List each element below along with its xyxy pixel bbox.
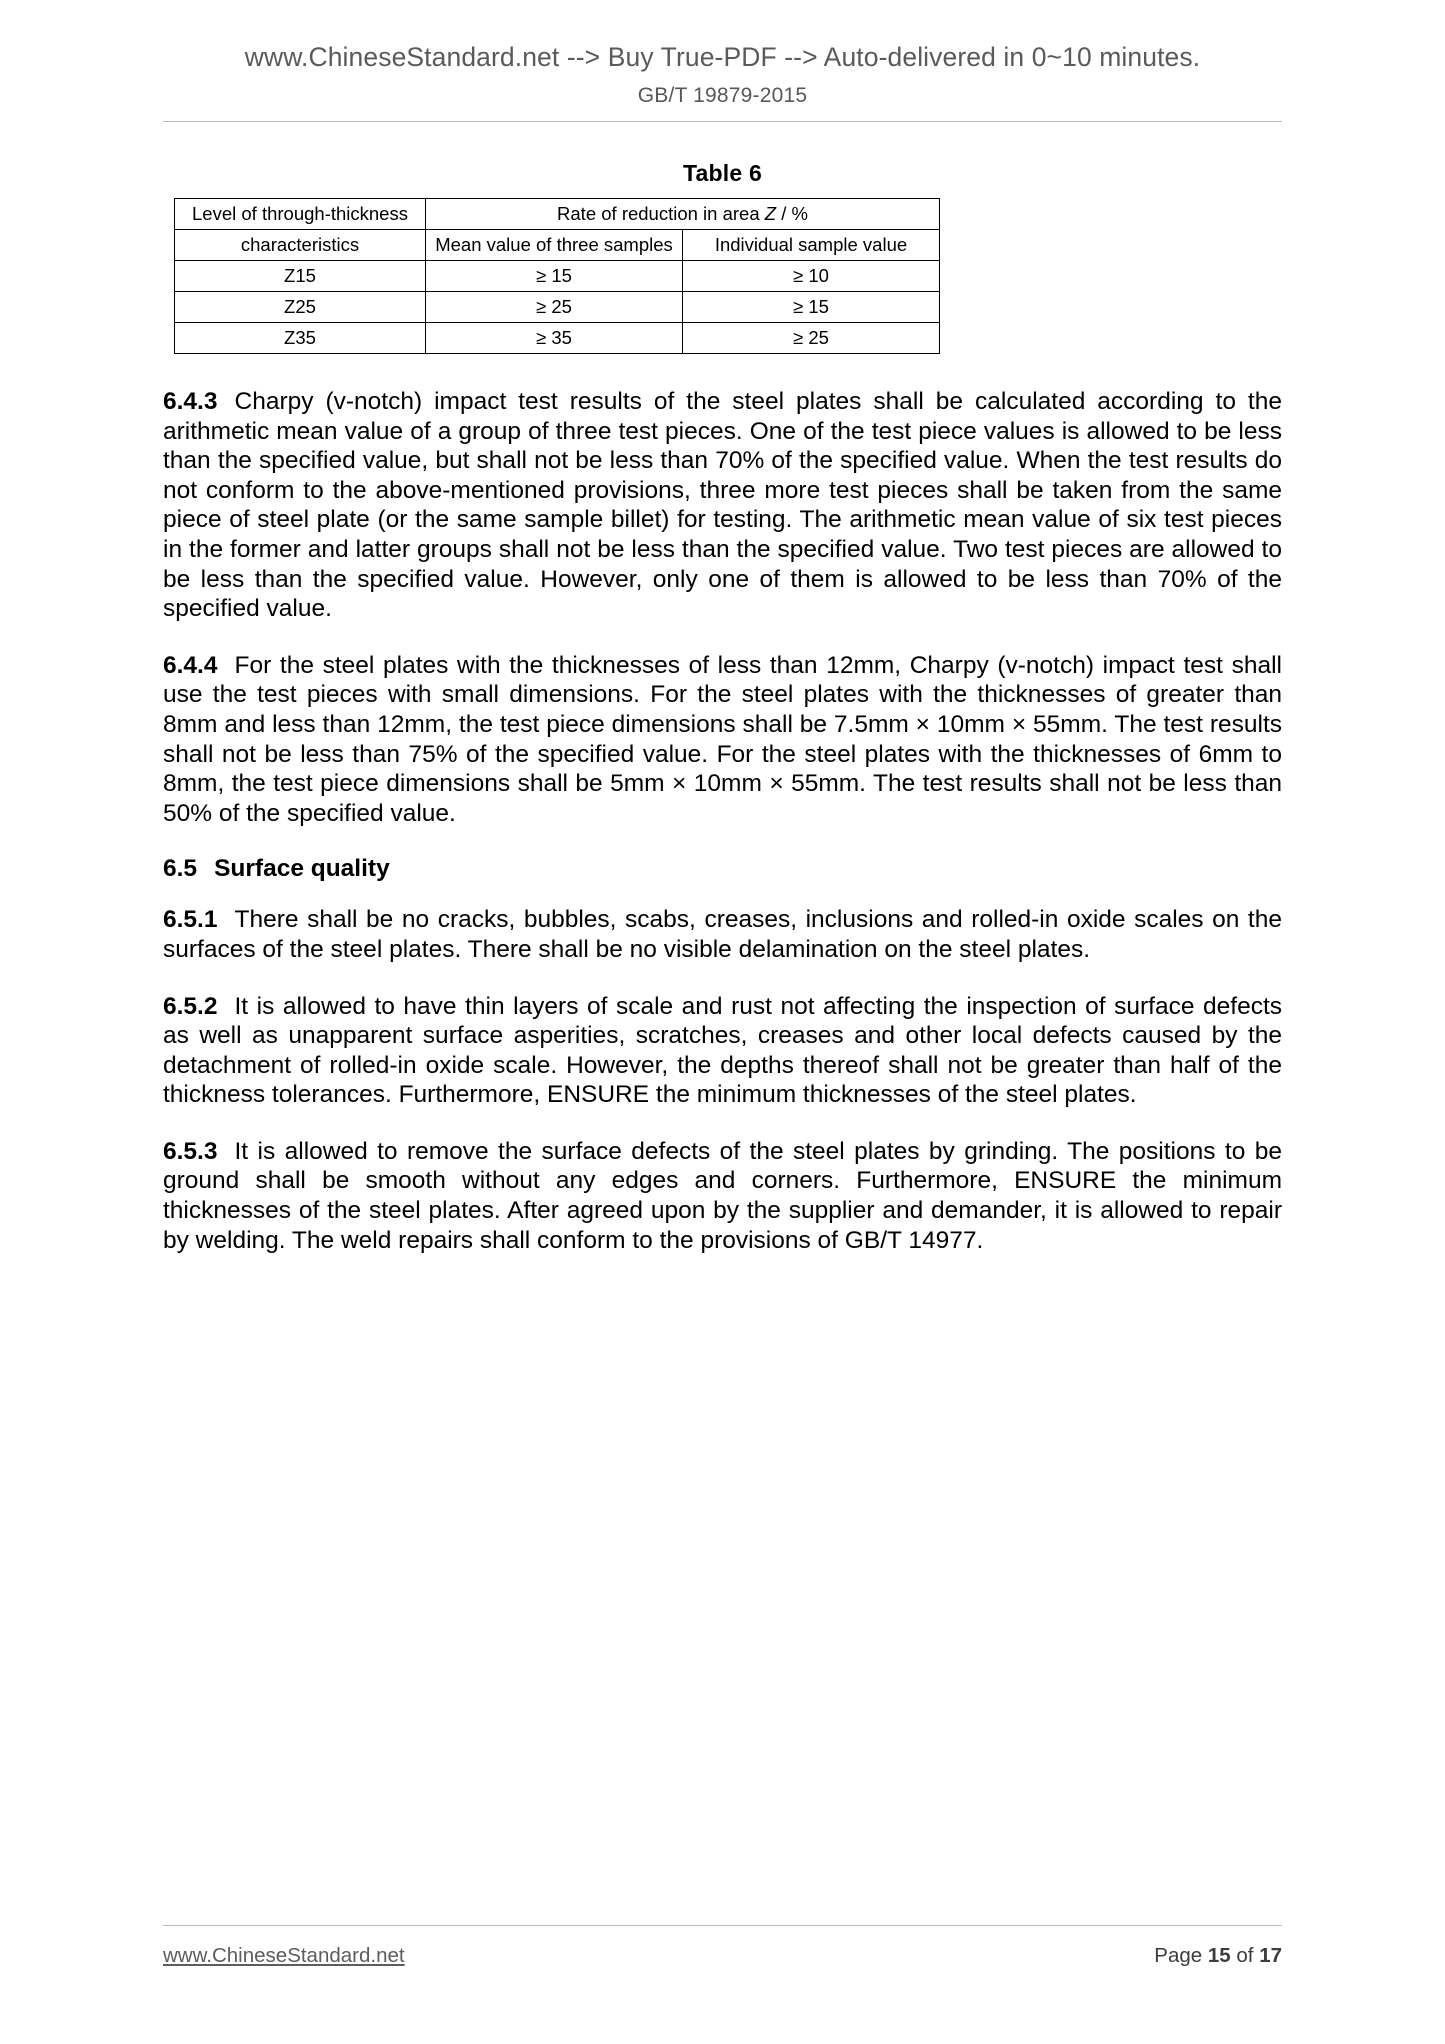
header-mean-value: Mean value of three samples: [426, 230, 683, 261]
table-header-row-2: [175, 230, 940, 261]
page-content: [163, 160, 1282, 1255]
rate-group-prefix: Rate of reduction in area: [557, 203, 765, 224]
page-middle: of: [1230, 1944, 1260, 1967]
paragraph-6-5-1: [163, 905, 1282, 964]
header-level-line1: Level of through-thickness: [175, 199, 426, 230]
standard-number: GB/T 19879-2015: [637, 84, 808, 107]
section-heading-6-5: [163, 855, 1282, 883]
heading-title-6-5: Surface quality: [214, 855, 390, 883]
table-row: [175, 323, 940, 354]
cell-mean: ≥ 15: [426, 261, 683, 292]
rate-group-variable: Z: [764, 203, 777, 224]
table-6: [174, 198, 940, 354]
paragraph-6-4-3: [163, 387, 1282, 624]
clause-text-6-5-2: It is allowed to have thin layers of scale and rust not affecting the inspection of surface defects as well as unapparent surface asperities, scratches, creases and other local defects caused by the detachment of rolled-in oxide scale. However, the depths thereof shall not be greater than half of the thickness tolerances. Furthermore, ENSURE the minimum thicknesses of the steel plates.: [163, 992, 1282, 1109]
clause-number-6-5-1: 6.5.1: [163, 906, 218, 934]
clause-text-6-5-1: There shall be no cracks, bubbles, scabs, creases, inclusions and rolled-in oxide scales on the surfaces of the steel plates. There shall be no visible delamination on the steel plates.: [163, 906, 1282, 963]
page-total: 17: [1259, 1944, 1282, 1967]
page-current: 15: [1207, 1944, 1231, 1967]
table-header-row-1: [175, 199, 940, 230]
promo-banner: www.ChineseStandard.net --> Buy True-PDF --> Auto-delivered in 0~10 minutes.: [244, 42, 1201, 72]
page-footer: [163, 1944, 1282, 1968]
paragraph-6-4-4: [163, 651, 1282, 829]
footer-divider: [163, 1925, 1282, 1926]
spacer: [163, 883, 1282, 905]
spacer: [163, 1110, 1282, 1137]
spacer: [163, 624, 1282, 651]
rate-group-suffix: / %: [776, 203, 808, 224]
spacer: [163, 965, 1282, 992]
header-divider: [163, 121, 1282, 122]
header-level-line2: characteristics: [175, 230, 426, 261]
header-rate-group: [426, 199, 940, 230]
footer-website-link[interactable]: www.ChineseStandard.net: [163, 1944, 405, 1967]
clause-number-6-5-2: 6.5.2: [163, 992, 218, 1020]
clause-text-6-5-3: It is allowed to remove the surface defects of the steel plates by grinding. The positions to be ground shall be smooth without any edges and corners. Furthermore, ENSURE the minimum thicknesses of the steel plates. After agreed upon by the supplier and demander, it is allowed to repair by welding. The weld repairs shall conform to the provisions of GB/T 14977.: [163, 1137, 1282, 1254]
page-prefix: Page: [1154, 1944, 1208, 1967]
table-row: [175, 292, 940, 323]
page-header: [0, 42, 1445, 108]
cell-level: Z15: [175, 261, 426, 292]
cell-individual: ≥ 10: [683, 261, 940, 292]
header-individual-value: Individual sample value: [683, 230, 940, 261]
cell-level: Z25: [175, 292, 426, 323]
table-row: [175, 261, 940, 292]
cell-level: Z35: [175, 323, 426, 354]
clause-text-6-4-4: For the steel plates with the thicknesses of less than 12mm, Charpy (v-notch) impact test shall use the test pieces with small dimensions. For the steel plates with the thicknesses of greater than 8mm and less than 12mm, the test piece dimensions shall be 7.5mm × 10mm × 55mm. The test results shall not be less than 75% of the specified value. For the steel plates with the thicknesses of 6mm to 8mm, the test piece dimensions shall be 5mm × 10mm × 55mm. The test results shall not be less than 50% of the specified value.: [163, 651, 1282, 827]
clause-text-6-4-3: Charpy (v-notch) impact test results of the steel plates shall be calculated according to the arithmetic mean value of a group of three test pieces. One of the test piece values is allowed to be less than the specified value, but shall not be less than 70% of the specified value. When the test results do not conform to the above-mentioned provisions, three more test pieces shall be taken from the same piece of steel plate (or the same sample billet) for testing. The arithmetic mean value of six test pieces in the former and latter groups shall not be less than the specified value. Two test pieces are allowed to be less than the specified value. However, only one of them is allowed to be less than 70% of the specified value.: [163, 388, 1282, 623]
paragraph-6-5-3: [163, 1137, 1282, 1255]
cell-individual: ≥ 15: [683, 292, 940, 323]
cell-mean: ≥ 25: [426, 292, 683, 323]
page-number: [1154, 1944, 1282, 1968]
heading-number-6-5: 6.5: [163, 855, 198, 883]
paragraph-6-5-2: [163, 992, 1282, 1110]
clause-number-6-4-4: 6.4.4: [163, 651, 218, 679]
cell-mean: ≥ 35: [426, 323, 683, 354]
clause-number-6-5-3: 6.5.3: [163, 1137, 218, 1165]
clause-number-6-4-3: 6.4.3: [163, 388, 218, 415]
cell-individual: ≥ 25: [683, 323, 940, 354]
spacer: [163, 354, 1282, 387]
table-caption: Table 6: [683, 160, 762, 186]
spacer: [163, 828, 1282, 855]
